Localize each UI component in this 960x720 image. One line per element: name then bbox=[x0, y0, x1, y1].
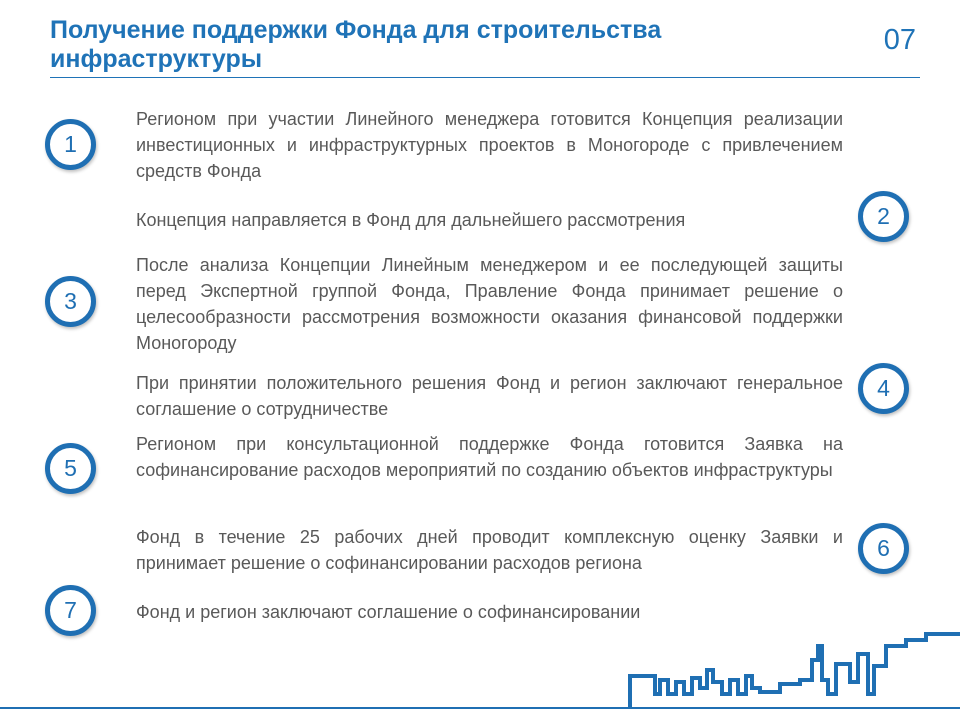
city-skyline-graphic bbox=[0, 620, 960, 720]
step-6-text: Фонд в течение 25 рабочих дней проводит комплексную оценку Заявки и принимает решение о софинансировании расходов региона bbox=[136, 527, 843, 573]
step-6-number-circle: 6 bbox=[858, 523, 909, 574]
title-divider bbox=[50, 77, 920, 78]
step-2-number-circle: 2 bbox=[858, 191, 909, 242]
step-3-number-circle: 3 bbox=[45, 276, 96, 327]
step-7-number-circle: 7 bbox=[45, 585, 96, 636]
step-2-text: Концепция направляется в Фонд для дальнейшего рассмотрения bbox=[136, 210, 686, 230]
step-7-text: Фонд и регион заключают соглашение о софинансировании bbox=[136, 602, 641, 622]
step-1-number-circle: 1 bbox=[45, 119, 96, 170]
step-5-text: Регионом при консультационной поддержке Фонда готовится Заявка на софинансирование расходов мероприятий по созданию объектов инфраструктуры bbox=[136, 434, 843, 480]
step-5-number-circle: 5 bbox=[45, 443, 96, 494]
step-4-text: При принятии положительного решения Фонд и регион заключают генеральное соглашение о сотрудничестве bbox=[136, 373, 843, 419]
step-1-text: Регионом при участии Линейного менеджера готовится Концепция реализации инвестиционных и инфраструктурных проектов в Моногороде с привлечением средств Фонда bbox=[136, 109, 843, 181]
step-3-text: После анализа Концепции Линейным менеджером и ее последующей защиты перед Экспертной группой Фонда, Правление Фонда принимает решение о целесообразности рассмотрения возможности оказания финансовой поддержки Моногороду bbox=[136, 255, 843, 353]
skyline-outline bbox=[630, 634, 960, 708]
step-4-number-circle: 4 bbox=[858, 363, 909, 414]
page-number: 07 bbox=[883, 24, 916, 56]
page-title: Получение поддержки Фонда для строительства инфраструктуры bbox=[50, 16, 662, 73]
